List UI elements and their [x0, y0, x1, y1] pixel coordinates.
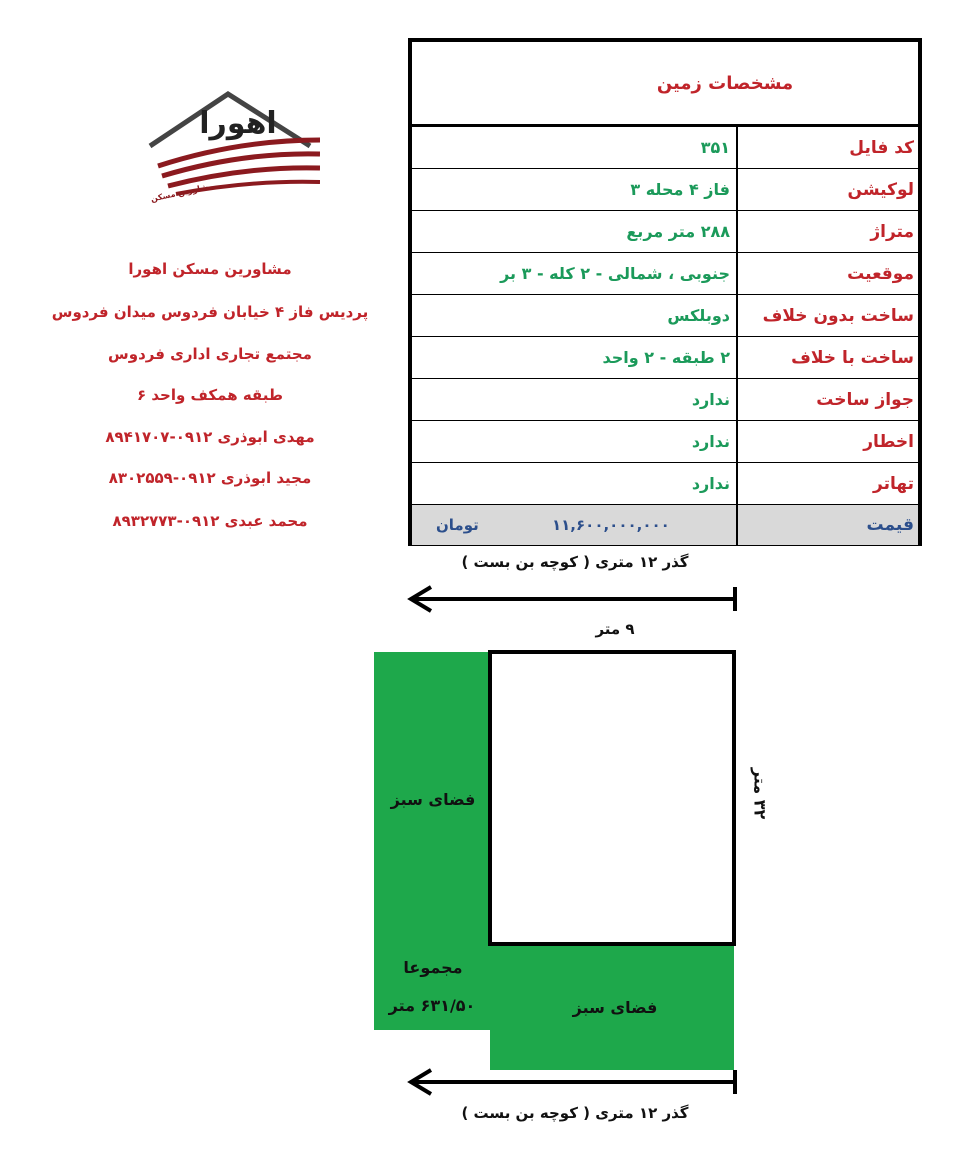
top-road-label: گذر ۱۲ متری ( کوچه بن بست )	[461, 553, 689, 571]
contact-phone-3: محمد عبدی ۰۹۱۲-۸۹۳۲۷۷۳	[112, 512, 308, 530]
contact-phone-2: مجید ابوذری ۰۹۱۲-۸۳۰۲۵۵۹	[108, 469, 312, 487]
spec-row	[412, 127, 918, 169]
company-logo	[138, 88, 320, 206]
price-row	[412, 505, 918, 545]
spec-value: ندارد	[691, 474, 730, 493]
contact-phone-1: مهدی ابوذری ۰۹۱۲-۸۹۴۱۷۰۷	[105, 428, 315, 446]
spec-label: لوکیشن	[736, 169, 918, 210]
land-spec-table	[408, 38, 922, 546]
spec-value: ندارد	[691, 432, 730, 451]
agency-name: مشاورین مسکن اهورا	[128, 260, 292, 278]
spec-label: کد فایل	[736, 127, 918, 168]
price-unit: تومان	[436, 516, 479, 534]
spec-value: دوبلکس	[667, 306, 730, 325]
spec-row	[412, 295, 918, 337]
spec-value: ۳۵۱	[700, 138, 730, 157]
green-space-bottom-label: فضای سبز	[572, 998, 658, 1017]
bottom-road-label: گذر ۱۲ متری ( کوچه بن بست )	[461, 1104, 689, 1122]
spec-label: ساخت با خلاف	[736, 337, 918, 378]
spec-value: فاز ۴ محله ۳	[630, 180, 730, 199]
spec-label: جواز ساخت	[736, 379, 918, 420]
spec-value: جنوبی ، شمالی - ۲ کله - ۳ بر	[500, 264, 730, 283]
spec-row	[412, 421, 918, 463]
land-plot	[488, 650, 736, 946]
plot-width-label: ۹ متر	[595, 620, 635, 638]
spec-label: اخطار	[736, 421, 918, 462]
spec-value: ندارد	[691, 390, 730, 409]
price-label: قیمت	[736, 505, 918, 545]
spec-label: ساخت بدون خلاف	[736, 295, 918, 336]
spec-value: ۲ طبقه - ۲ واحد	[602, 348, 730, 367]
price-amount: ۱۱,۶۰۰,۰۰۰,۰۰۰	[552, 516, 670, 534]
address-line-2: مجتمع تجاری اداری فردوس	[108, 345, 312, 363]
logo-brand-text: اهورا	[199, 106, 277, 141]
spec-row	[412, 463, 918, 505]
address-line-3: طبقه همکف واحد ۶	[137, 386, 283, 404]
spec-table-title: مشخصات زمین	[412, 42, 918, 127]
spec-label: موقعیت	[736, 253, 918, 294]
bottom-arrow-icon	[405, 1068, 745, 1098]
spec-row	[412, 253, 918, 295]
total-label: مجموعا	[403, 958, 463, 977]
spec-label: تهاتر	[736, 463, 918, 504]
plot-length-label: ۳۲ متر	[750, 767, 770, 820]
spec-value: ۲۸۸ متر مربع	[626, 222, 730, 241]
address-line-1: پردیس فاز ۴ خیابان فردوس میدان فردوس	[51, 303, 369, 321]
top-arrow-icon	[405, 585, 745, 615]
green-space-left-label: فضای سبز	[390, 790, 476, 809]
spec-row	[412, 211, 918, 253]
spec-row	[412, 337, 918, 379]
spec-row	[412, 169, 918, 211]
spec-row	[412, 379, 918, 421]
logo-tagline: مشاورین مسکن	[149, 181, 215, 204]
total-value: ۶۳۱/۵۰ متر	[388, 996, 476, 1015]
spec-label: متراژ	[736, 211, 918, 252]
